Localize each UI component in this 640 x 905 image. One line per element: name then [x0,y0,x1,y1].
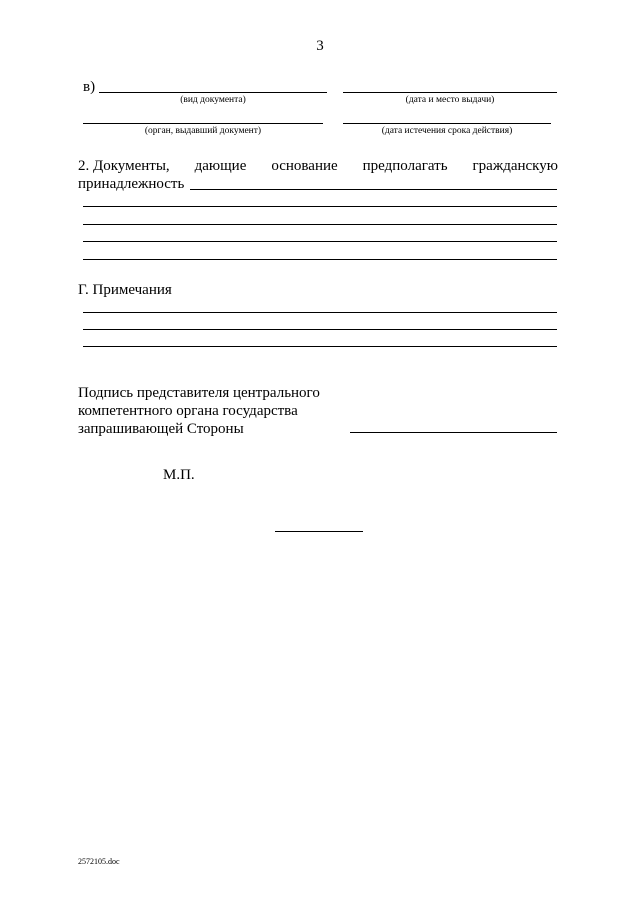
section-2-word: гражданскую [472,158,558,174]
page-number: 3 [316,38,324,54]
issue-date-place-line [343,92,557,93]
footer-filename: 2572105.doc [78,857,120,866]
closing-separator [275,531,363,532]
section-2-line-2: принадлежность [78,176,185,192]
signature-caption-line: запрашивающей Стороны [78,421,244,437]
issuing-authority-label: (орган, выдавший документ) [144,126,262,136]
notes-fill-line [83,312,557,313]
signature-line [350,432,557,433]
section-v-marker: в) [83,79,96,95]
notes-fill-line [83,346,557,347]
section-2-fill-line [83,224,557,225]
signature-caption [78,384,320,438]
signature-caption-line: Подпись представителя центрального [78,385,320,401]
section-2-fill-line [83,259,557,260]
section-2-word: основание [271,158,338,174]
issuing-authority-line [83,123,323,124]
expiry-date-line [343,123,551,124]
section-2-word: 2. Документы, [78,158,170,174]
section-2-line-1 [78,157,558,175]
citizenship-fill-line [190,189,557,190]
section-2-word: дающие [194,158,247,174]
section-2-fill-line [83,241,557,242]
doc-type-line [99,92,327,93]
issue-date-place-label: (дата и место выдачи) [405,95,495,105]
section-2-word: предполагать [362,158,448,174]
stamp-place-label: М.П. [163,467,195,483]
notes-title: Г. Примечания [78,282,172,298]
signature-caption-line: компетентного органа государства [78,403,298,419]
section-2-fill-line [83,206,557,207]
notes-fill-line [83,329,557,330]
expiry-date-label: (дата истечения срока действия) [381,126,513,136]
doc-type-label: (вид документа) [180,95,246,105]
